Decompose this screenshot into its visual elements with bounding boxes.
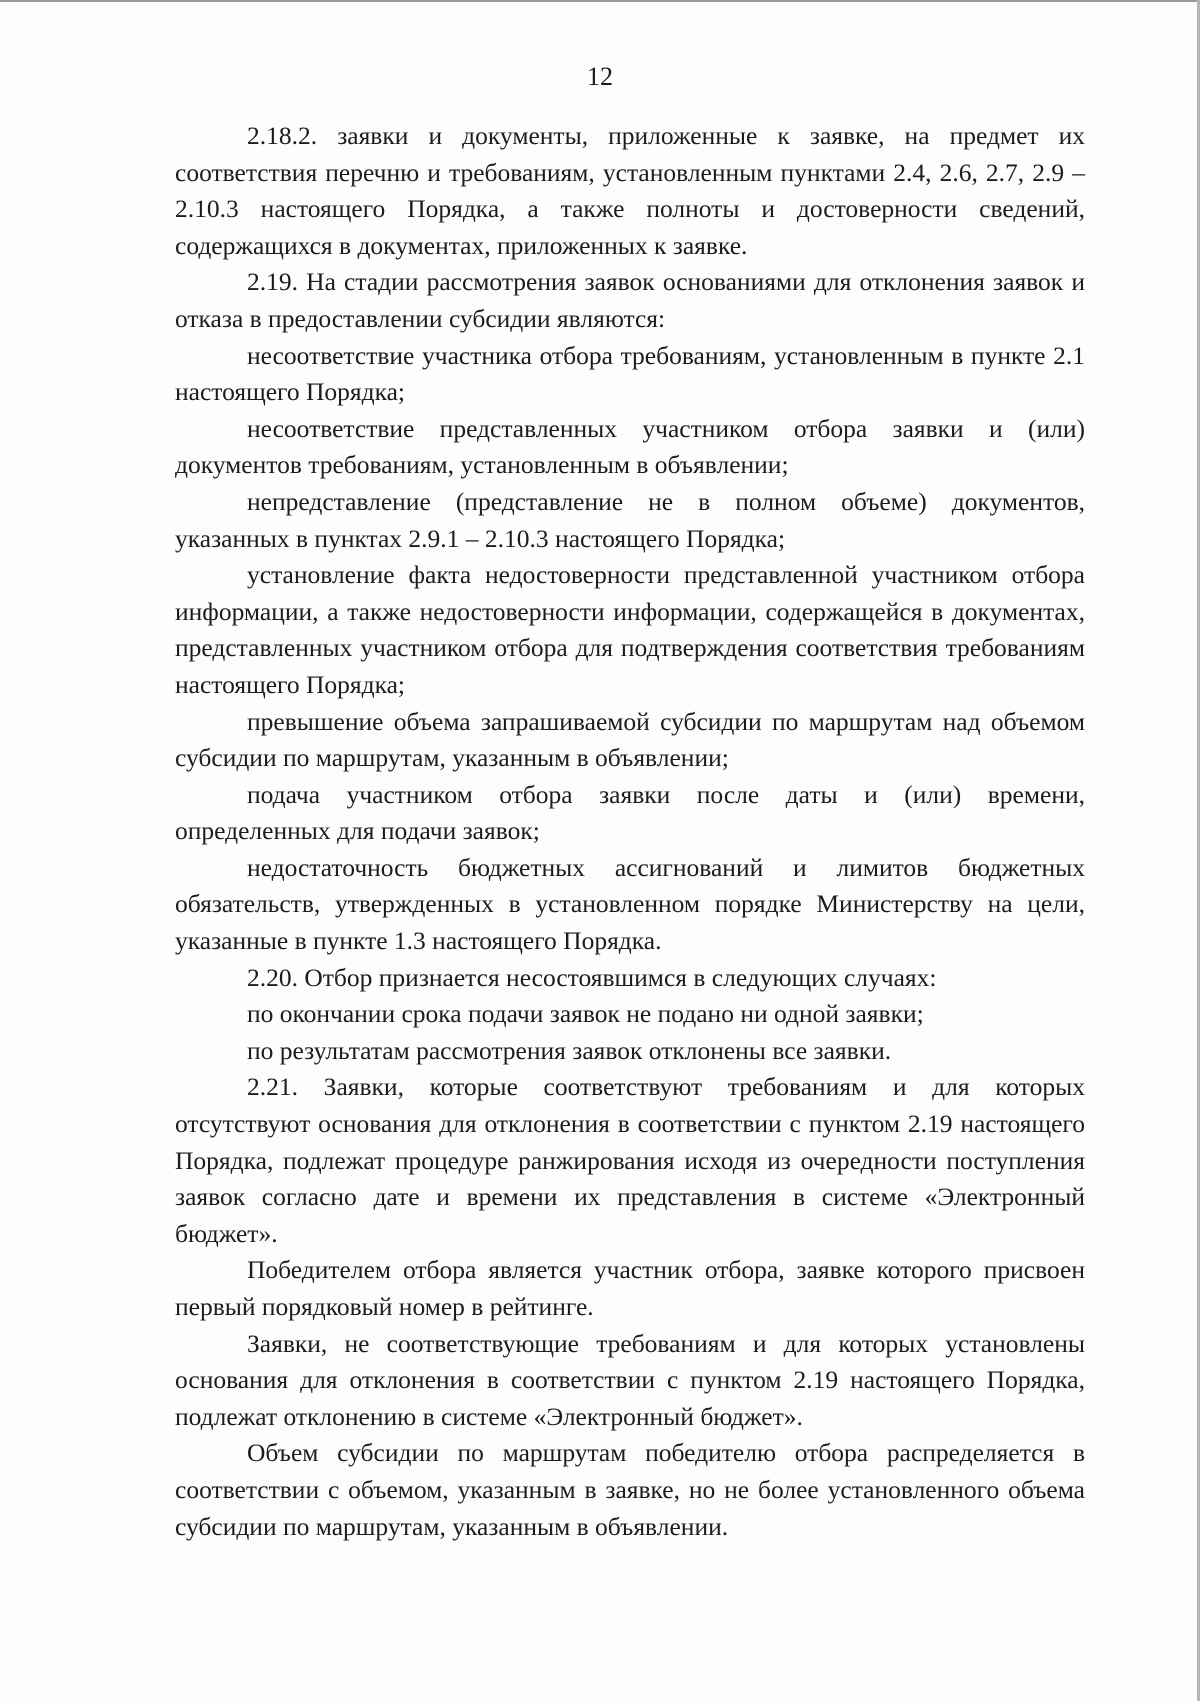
scan-edge-top [0,0,1200,2]
document-body [175,118,1085,1545]
list-item-documents-mismatch: несоответствие представленных участником отбора заявки и (или) документов требованиям, установленным в объявлении; [175,413,1085,480]
list-item-no-applications: по окончании срока подачи заявок не подано ни одной заявки; [247,999,924,1029]
list-item-false-information: установление факта недостоверности представленной участником отбора информации, а также недостоверности информации, содержащейся в документах, представленных участником отбора для подтверждения соответствия требованиям настоящего Порядка; [175,560,1085,699]
list-item-documents-missing: непредставление (представление не в полном объеме) документов, указанных в пунктах 2.9.1 – 2.10.3 настоящего Порядка; [175,486,1085,553]
paragraph-2-21: 2.21. Заявки, которые соответствуют требованиям и для которых отсутствуют основания для отклонения в соответствии с пунктом 2.19 настоящего Порядка, подлежат процедуре ранжирования исходя из очередности поступления заявок согласно дате и времени их представления в системе «Электронный бюджет». [175,1072,1085,1248]
page-number: 12 [587,62,613,91]
list-item-participant-mismatch: несоответствие участника отбора требованиям, установленным в пункте 2.1 настоящего Порядка; [175,340,1085,407]
list-item-all-rejected: по результатам рассмотрения заявок отклонены все заявки. [247,1035,892,1065]
paragraph-2-18-2: 2.18.2. заявки и документы, приложенные к заявке, на предмет их соответствия перечню и требованиям, установленным пунктами 2.4, 2.6, 2.7, 2.9 – 2.10.3 настоящего Порядка, а также полноты и достоверности сведений, содержащихся в документах, приложенных к заявке. [175,121,1085,260]
list-item-budget-shortage: недостаточность бюджетных ассигнований и лимитов бюджетных обязательств, утвержденных в установленном порядке Министерству на цели, указанные в пункте 1.3 настоящего Порядка. [175,852,1085,956]
paragraph-winner: Победителем отбора является участник отбора, заявке которого присвоен первый порядковый номер в рейтинге. [175,1255,1085,1321]
paragraph-subsidy-distribution: Объем субсидии по маршрутам победителю отбора распределяется в соответствии с объемом, указанным в заявке, но не более установленного объема субсидии по маршрутам, указанным в объявлении. [175,1438,1085,1541]
paragraph-2-20: 2.20. Отбор признается несостоявшимся в следующих случаях: [247,962,937,992]
list-item-subsidy-excess: превышение объема запрашиваемой субсидии по маршрутам над объемом субсидии по маршрутам, указанным в объявлении; [175,706,1085,773]
paragraph-2-19: 2.19. На стадии рассмотрения заявок основаниями для отклонения заявок и отказа в предоставлении субсидии являются: [175,267,1085,333]
paragraph-rejection: Заявки, не соответствующие требованиям и для которых установлены основания для отклонения в соответствии с пунктом 2.19 настоящего Порядка, подлежат отклонению в системе «Электронный бюджет». [175,1328,1085,1431]
list-item-late-submission: подача участником отбора заявки после даты и (или) времени, определенных для подачи заявок; [175,779,1085,846]
